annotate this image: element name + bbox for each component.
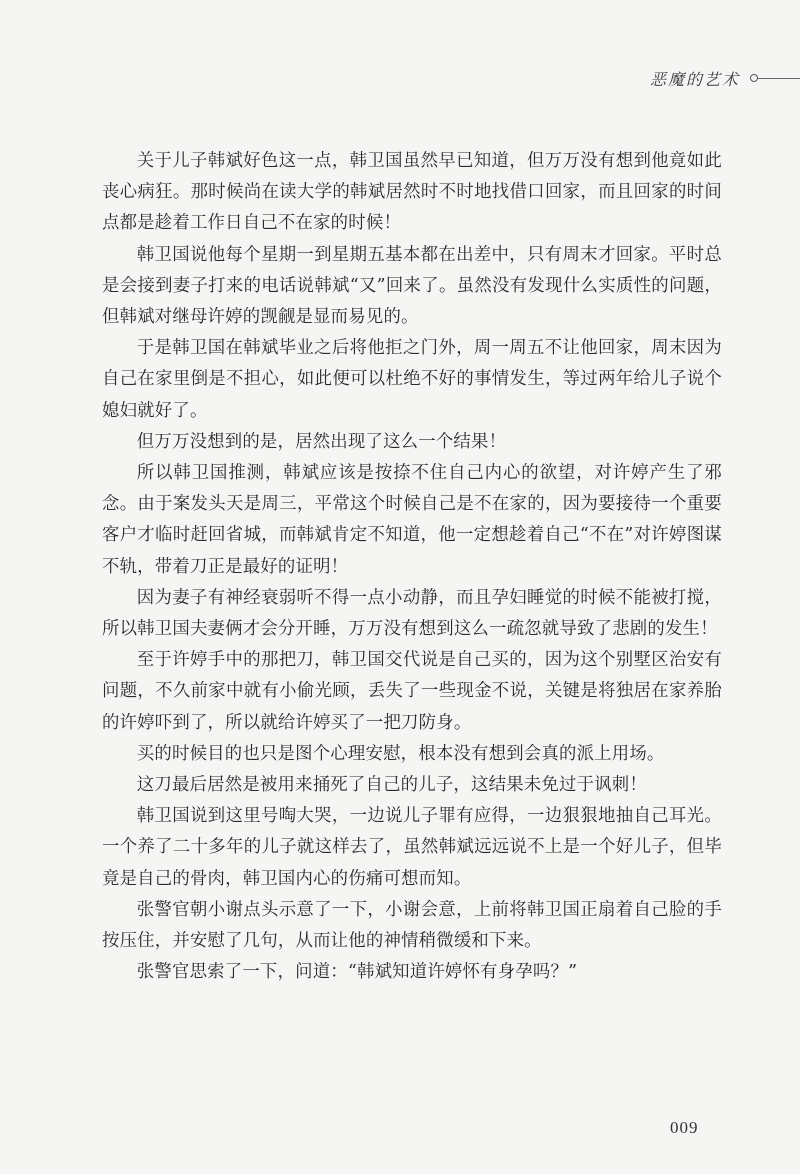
header-rule-line	[758, 78, 800, 79]
paragraph: 张警官思索了一下，问道：“韩斌知道许婷怀有身孕吗？”	[136, 962, 578, 983]
paragraph: 因为妻子有神经衰弱听不得一点小动静，而且孕妇睡觉的时候不能被打搅，所以韩卫国夫妻俩才会分开睡，万万没有想到这么一疏忽就导致了悲剧的发生！	[102, 587, 722, 640]
running-header	[650, 66, 800, 90]
body-text	[102, 146, 722, 988]
paragraph: 至于许婷手中的那把刀，韩卫国交代说是自己买的，因为这个别墅区治安有问题，不久前家中就有小偷光顾，丢失了一些现金不说，关键是将独居在家养胎的许婷吓到了，所以就给许婷买了一把刀防身。	[102, 650, 722, 733]
paragraph: 张警官朝小谢点头示意了一下，小谢会意，上前将韩卫国正扇着自己脸的手按压住，并安慰了几句，从而让他的神情稍微缓和下来。	[102, 899, 722, 952]
book-title: 恶魔的艺术	[649, 69, 740, 89]
paragraph: 韩卫国说到这里号啕大哭，一边说儿子罪有应得，一边狠狠地抽自己耳光。一个养了二十多年的儿子就这样去了，虽然韩斌远远说不上是一个好儿子，但毕竟是自己的骨肉，韩卫国内心的伤痛可想而知。	[102, 806, 722, 889]
paragraph: 买的时候目的也只是图个心理安慰，根本没有想到会真的派上用场。	[136, 743, 665, 764]
header-circle-ornament	[750, 74, 758, 82]
paragraph: 于是韩卫国在韩斌毕业之后将他拒之门外，周一周五不让他回家，周末因为自己在家里倒是不担心，如此便可以杜绝不好的事情发生，等过两年给儿子说个媳妇就好了。	[102, 338, 722, 421]
paragraph: 但万万没想到的是，居然出现了这么一个结果！	[136, 431, 507, 452]
paragraph: 所以韩卫国推测，韩斌应该是按捺不住自己内心的欲望，对许婷产生了邪念。由于案发头天是周三，平常这个时候自己是不在家的，因为要接待一个重要客户才临时赶回省城，而韩斌肯定不知道，他一定想趁着自己“不在”对许婷图谋不轨，带着刀正是最好的证明！	[102, 463, 722, 577]
paragraph: 韩卫国说他每个星期一到星期五基本都在出差中，只有周末才回家。平时总是会接到妻子打来的电话说韩斌“又”回来了。虽然没有发现什么实质性的问题，但韩斌对继母许婷的觊觎是显而易见的。	[102, 244, 722, 328]
paragraph: 关于儿子韩斌好色这一点，韩卫国虽然早已知道，但万万没有想到他竟如此丧心病狂。那时候尚在读大学的韩斌居然时不时地找借口回家，而且回家的时间点都是趁着工作日自己不在家的时候！	[102, 151, 722, 234]
paragraph: 这刀最后居然是被用来捅死了自己的儿子，这结果未免过于讽刺！	[136, 775, 647, 796]
page-number: 009	[670, 1118, 699, 1137]
